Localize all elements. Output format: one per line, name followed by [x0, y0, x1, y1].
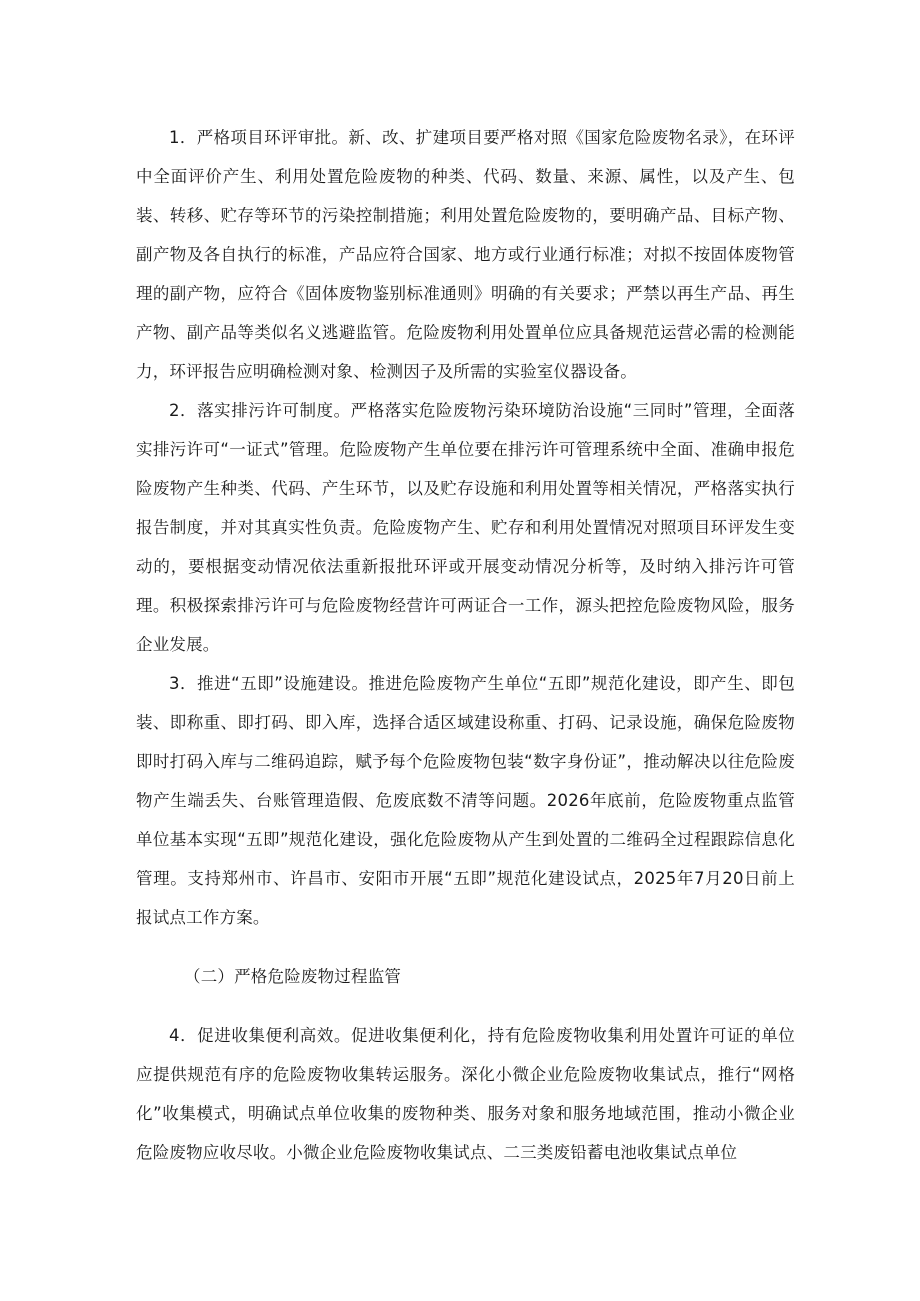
section-heading: （二）严格危险废物过程监管 [184, 967, 402, 986]
paragraph-3: 3．推进“五即”设施建设。推进危险废物产生单位“五即”规范化建设，即产生、即包装、即称重、即打码、即入库，选择合适区域建设称重、打码、记录设施，确保危险废物即时打码入库与二维码追踪，赋予每个危险废物包装“数字身份证”，推动解决以往危险废物产生端丢失、台账管理造假、危废底数不清等问题。2026年底前，危险废物重点监管单位基本实现“五即”规范化建设，强化危险废物从产生到处置的二维码全过程跟踪信息化管理。支持郑州市、许昌市、安阳市开展“五即”规范化建设试点，2025年7月20日前上报试点工作方案。 [136, 674, 795, 927]
document-body [136, 118, 795, 1172]
paragraph-1: 1．严格项目环评审批。新、改、扩建项目要严格对照《国家危险废物名录》，在环评中全面评价产生、利用处置危险废物的种类、代码、数量、来源、属性，以及产生、包装、转移、贮存等环节的污染控制措施；利用处置危险废物的，要明确产品、目标产物、副产物及各自执行的标准，产品应符合国家、地方或行业通行标准；对拟不按固体废物管理的副产物，应符合《固体废物鉴别标准通则》明确的有关要求；严禁以再生产品、再生产物、副产品等类似名义逃避监管。危险废物利用处置单位应具备规范运营必需的检测能力，环评报告应明确检测对象、检测因子及所需的实验室仪器设备。 [136, 128, 795, 381]
paragraph-4: 4．促进收集便利高效。促进收集便利化，持有危险废物收集利用处置许可证的单位应提供规范有序的危险废物收集转运服务。深化小微企业危险废物收集试点，推行“网格化”收集模式，明确试点单位收集的废物种类、服务对象和服务地域范围，推动小微企业危险废物应收尽收。小微企业危险废物收集试点、二三类废铅蓄电池收集试点单位 [136, 1026, 795, 1162]
paragraph-2: 2．落实排污许可制度。严格落实危险废物污染环境防治设施“三同时”管理，全面落实排污许可“一证式”管理。危险废物产生单位要在排污许可管理系统中全面、准确申报危险废物产生种类、代码、产生环节，以及贮存设施和利用处置等相关情况，严格落实执行报告制度，并对其真实性负责。危险废物产生、贮存和利用处置情况对照项目环评发生变动的，要根据变动情况依法重新报批环评或开展变动情况分析等，及时纳入排污许可管理。积极探索排污许可与危险废物经营许可两证合一工作，源头把控危险废物风险，服务企业发展。 [136, 401, 795, 654]
